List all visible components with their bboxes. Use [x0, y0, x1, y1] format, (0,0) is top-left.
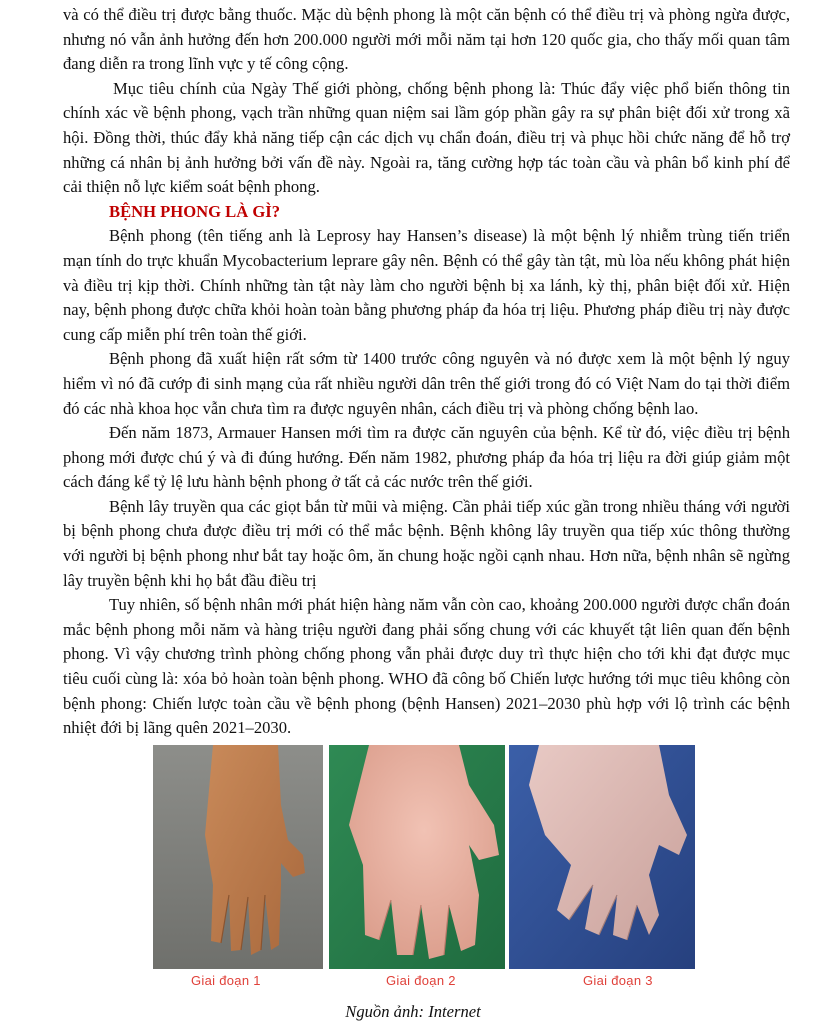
- stage-2-photo: [329, 745, 505, 969]
- body-paragraph-3: Đến năm 1873, Armauer Hansen mới tìm ra được căn nguyên của bệnh. Kể từ đó, việc điều trị bệnh phong mới được chú ý và đi đúng hướng. Đến năm 1982, phương pháp đa hóa trị liệu ra đời giúp giảm một cách đáng kể tỷ lệ lưu hành bệnh phong ở tất cả các nước trên thế giới.: [63, 423, 790, 492]
- body-paragraph-4: Bệnh lây truyền qua các giọt bắn từ mũi và miệng. Cần phải tiếp xúc gần trong nhiều tháng với người bị bệnh phong chưa được điều trị mới có thể mắc bệnh. Bệnh không lây truyền qua tiếp xúc thông thường với người bị bệnh phong như bắt tay hoặc ôm, ăn chung hoặc ngồi cạnh nhau. Hơn nữa, bệnh nhân sẽ ngừng lây truyền bệnh khi họ bắt đầu điều trị: [63, 496, 790, 590]
- body-paragraph-2: Bệnh phong đã xuất hiện rất sớm từ 1400 trước công nguyên và nó được xem là một bệnh lý nguy hiểm vì nó đã cướp đi sinh mạng của rất nhiều người dân trên thế giới trong đó có Việt Nam do tại thời điểm đó các nhà khoa học vẫn chưa tìm ra được nguyên nhân, cách điều trị và phòng chống bệnh lao.: [63, 349, 790, 418]
- stage-labels: [153, 973, 695, 993]
- section-heading: BỆNH PHONG LÀ GÌ?: [109, 201, 281, 221]
- stage-1-label: Giai đoạn 1: [191, 973, 261, 988]
- image-source-caption: Nguồn ảnh: Internet: [345, 1002, 481, 1021]
- leprosy-stages-figure: [153, 745, 695, 969]
- body-paragraph-1: Bệnh phong (tên tiếng anh là Leprosy hay Hansen’s disease) là một bệnh lý nhiễm trùng tiến triển mạn tính do trực khuẩn Mycobacterium leprare gây nên. Bệnh có thể gây tàn tật, mù lòa nếu không phát hiện và điều trị kịp thời. Chính những tàn tật này làm cho người bệnh bị xa lánh, kỳ thị, phân biệt đối xử. Hiện nay, bệnh phong được chữa khỏi hoàn toàn bằng phương pháp đa hóa trị liệu. Phương pháp điều trị này được cung cấp miễn phí trên toàn thế giới.: [63, 226, 790, 344]
- stage-3-label: Giai đoạn 3: [583, 973, 653, 988]
- document-body: [63, 3, 790, 741]
- intro-paragraph-2: Mục tiêu chính của Ngày Thế giới phòng, chống bệnh phong là: Thúc đẩy việc phổ biến thông tin chính xác về bệnh phong, vạch trần những quan niệm sai lầm góp phần gây ra sự phân biệt đối xử trong xã hội. Đồng thời, thúc đẩy khả năng tiếp cận các dịch vụ chẩn đoán, điều trị và phục hồi chức năng để hỗ trợ những cá nhân bị ảnh hưởng bởi vấn đề này. Ngoài ra, tăng cường hợp tác toàn cầu và phân bổ kinh phí để cải thiện nỗ lực kiểm soát bệnh phong.: [63, 78, 790, 197]
- stage-1-photo: [153, 745, 323, 969]
- intro-paragraph-1: và có thể điều trị được bằng thuốc. Mặc dù bệnh phong là một căn bệnh có thể điều trị và phòng ngừa được, nhưng nó vẫn ảnh hưởng đến hơn 200.000 người mới mỗi năm tại hơn 120 quốc gia, cho thấy mối quan tâm đang diễn ra trong lĩnh vực y tế công cộng.: [63, 5, 790, 74]
- body-paragraph-5: Tuy nhiên, số bệnh nhân mới phát hiện hàng năm vẫn còn cao, khoảng 200.000 người được chẩn đoán mắc bệnh phong mỗi năm và hàng triệu người đang phải sống chung với các khuyết tật liên quan đến bệnh phong. Vì vậy chương trình phòng chống phong vẫn phải được duy trì thực hiện cho tới khi đạt được mục tiêu cuối cùng là: xóa bỏ hoàn toàn bệnh phong. WHO đã công bố Chiến lược hướng tới mục tiêu không còn bệnh phong: Chiến lược toàn cầu về bệnh phong (bệnh Hansen) 2021–2030 phù hợp với lộ trình các bệnh nhiệt đới bị lãng quên 2021–2030.: [63, 595, 790, 738]
- stage-3-photo: [509, 745, 695, 969]
- stage-2-label: Giai đoạn 2: [386, 973, 456, 988]
